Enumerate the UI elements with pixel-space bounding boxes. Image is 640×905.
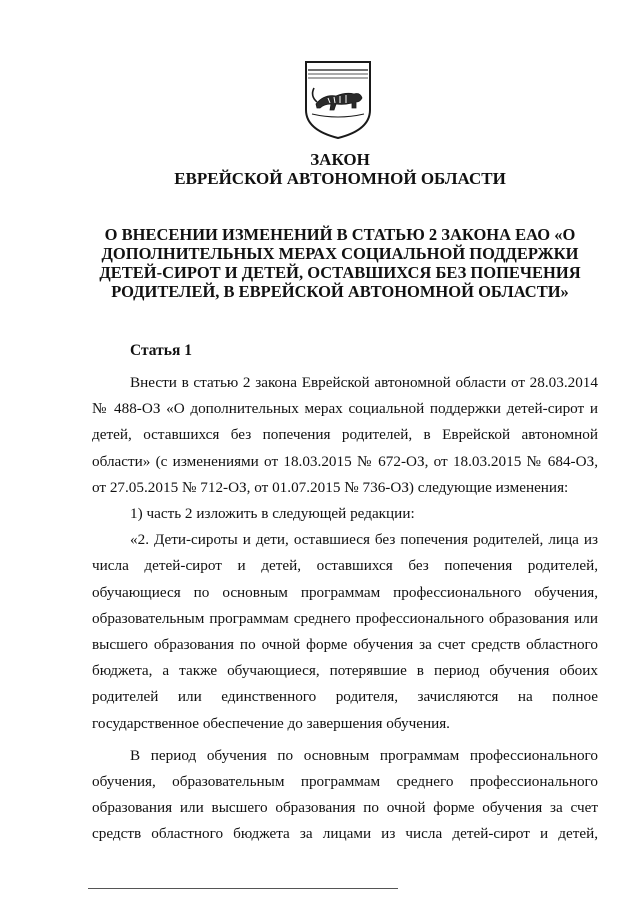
- article-body: [92, 370, 598, 848]
- law-subject: О ВНЕСЕНИИ ИЗМЕНЕНИЙ В СТАТЬЮ 2 ЗАКОНА ЕАО «О ДОПОЛНИТЕЛЬНЫХ МЕРАХ СОЦИАЛЬНОЙ ПОДДЕРЖКИ ДЕТЕЙ-СИРОТ И ДЕТЕЙ, ОСТАВШИХСЯ БЕЗ ПОПЕЧЕНИЯ РОДИТЕЛЕЙ, В ЕВРЕЙСКОЙ АВТОНОМНОЙ ОБЛАСТИ»: [99, 225, 581, 301]
- law-title: ЗАКОН: [310, 150, 370, 169]
- paragraph: 1) часть 2 изложить в следующей редакции:: [130, 505, 415, 523]
- law-region: ЕВРЕЙСКОЙ АВТОНОМНОЙ ОБЛАСТИ: [174, 169, 506, 188]
- article-heading: Статья 1: [130, 342, 192, 359]
- paragraph: Внести в статью 2 закона Еврейской автономной области от 28.03.2014 № 488-ОЗ «О дополнительных мерах социальной поддержки детей-сирот и детей, оставшихся без попечения родителей, в Еврейской автономной области» (с изменениями от 18.03.2015 № 672-ОЗ, от 18.03.2015 № 684-ОЗ, от 27.05.2015 № 712-ОЗ, от 01.07.2015 № 736-ОЗ) следующие изменения:: [92, 374, 598, 496]
- footer-rule: [88, 888, 398, 889]
- coat-of-arms-tiger-icon: [302, 58, 374, 142]
- paragraph: «2. Дети-сироты и дети, оставшиеся без попечения родителей, лица из числа детей-сирот и детей, оставшихся без попечения родителей, обучающиеся по основным программам профессионального обучения, образовательным программам среднего профессионального образования или высшего образования по очной форме обучения за счет средств областного бюджета, а также обучающиеся, потерявшие в период обучения обоих родителей или единственного родителя, зачисляются на полное государственное обеспечение до завершения обучения.: [92, 531, 598, 732]
- paragraph: В период обучения по основным программам профессионального обучения, образовательным программам среднего профессионального образования или высшего образования по очной форме обучения за счет средств областного бюджета за лицами из числа детей-сирот и детей,: [92, 746, 598, 843]
